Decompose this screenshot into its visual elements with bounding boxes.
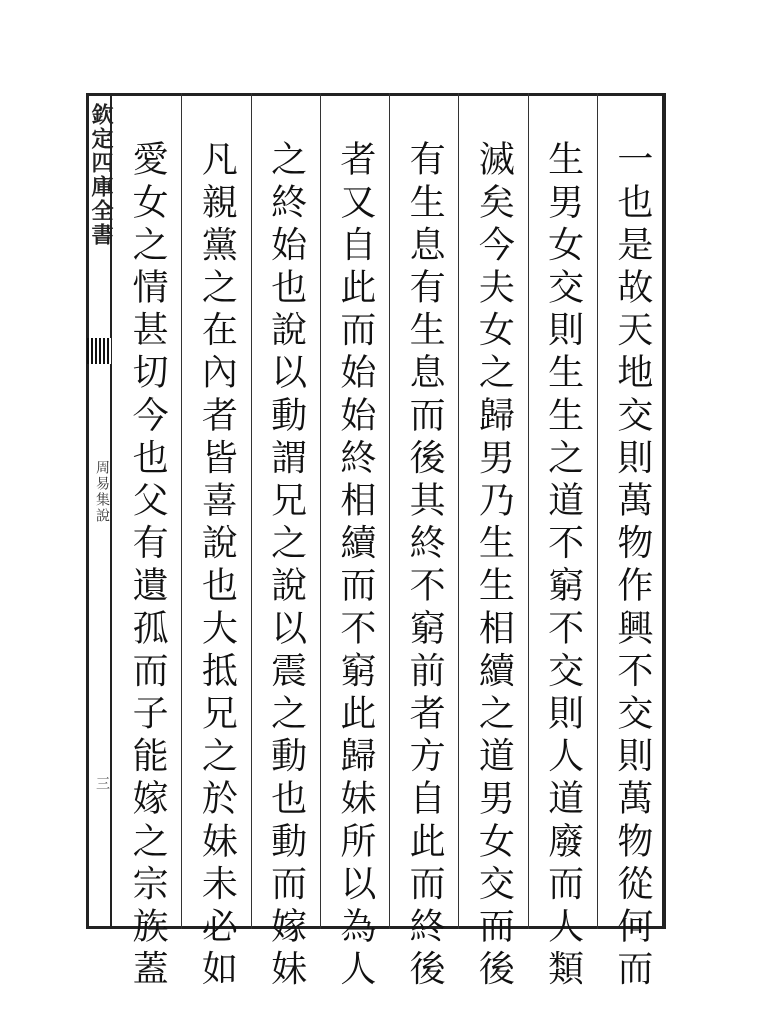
column-text: 有生息有生息而後其終不窮前者方自此而終後	[404, 140, 446, 992]
column-text: 滅矣今夫女之歸男乃生生相續之道男女交而後	[473, 140, 515, 992]
fishtail-mark	[87, 338, 111, 364]
column-text: 愛女之情甚切今也父有遺孤而子能嫁之宗族蓋	[127, 140, 169, 992]
text-column-3	[458, 93, 527, 992]
text-column-1	[597, 93, 666, 992]
text-column-5	[320, 93, 389, 992]
book-title: 欽定四庫全書	[88, 103, 114, 247]
text-column-4	[389, 93, 458, 992]
text-block	[113, 93, 666, 992]
text-column-2	[528, 93, 597, 992]
text-column-8	[113, 93, 181, 992]
column-text: 一也是故天地交則萬物作興不交則萬物從何而	[611, 140, 653, 992]
column-text: 者又自此而始始終相續而不窮此歸妹所以為人	[334, 140, 376, 992]
column-text: 凡親黨之在內者皆喜說也大抵兄之於妹未必如	[196, 140, 238, 992]
text-column-7	[181, 93, 250, 992]
column-text: 之終始也說以動謂兄之說以震之動也動而嫁妹	[265, 140, 307, 992]
column-text: 生男女交則生生之道不窮不交則人道廢而人類	[542, 140, 584, 992]
page-number: 三	[94, 776, 110, 790]
section-title: 周易集說	[94, 460, 110, 524]
text-column-6	[251, 93, 320, 992]
